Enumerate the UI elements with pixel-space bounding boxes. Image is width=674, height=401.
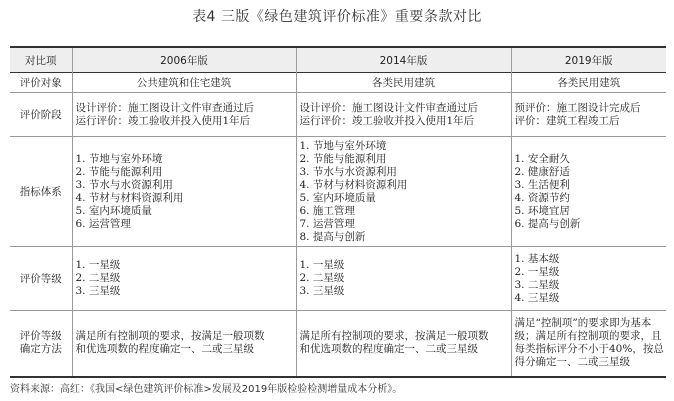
list-item: 5. 室内环境质量 <box>75 204 152 217</box>
row-label <box>10 311 72 377</box>
cell-2019 <box>511 311 666 377</box>
list-item: 5. 室内环境质量 <box>299 191 376 204</box>
list-item: 3. 二星级 <box>514 278 560 291</box>
list-item: 2. 节能与能源利用 <box>75 165 163 178</box>
list-item: 1. 安全耐久 <box>514 152 570 165</box>
header-compare-item: 对比项 <box>10 47 72 73</box>
cell-line: 和优选项数的程度确定一、二或三星级 <box>75 343 254 356</box>
list-item: 8. 提高与创新 <box>299 230 366 243</box>
row-label: 评价阶段 <box>19 109 62 121</box>
cell-2014: 各类民用建筑 <box>296 73 511 93</box>
cell-line: 级；满足所有控制项的要求，且 <box>514 330 662 343</box>
list-item: 3. 三星级 <box>299 285 345 297</box>
header-2019: 2019年版 <box>511 47 666 73</box>
list-item: 6. 施工管理 <box>299 204 355 217</box>
source-note: 资料来源：高红：《我国<绿色建筑评价标准>发展及2019年版检验检测增量成本分析》。 <box>10 384 403 395</box>
list-item: 4. 节材与材料资源利用 <box>299 178 408 191</box>
row-label: 评价等级 <box>19 273 62 285</box>
list-item: 2. 节能与能源利用 <box>299 152 387 165</box>
list-item: 1. 节地与室外环境 <box>75 152 163 165</box>
comparison-table <box>10 46 666 378</box>
list-item: 3. 生活便利 <box>514 178 570 191</box>
list-item: 1. 节地与室外环境 <box>299 139 387 152</box>
list-item: 6. 提高与创新 <box>514 217 581 230</box>
list-item: 3. 三星级 <box>75 285 121 297</box>
row-label: 指标体系 <box>19 186 62 198</box>
cell-2014 <box>296 311 511 377</box>
cell-2019: 各类民用建筑 <box>511 73 666 93</box>
cell-line: 运行评价：竣工验收并投入使用1年后 <box>299 114 475 127</box>
row-grade-method <box>10 311 666 377</box>
cell-line: 每类指标评分不小于40%，按总 <box>514 343 664 356</box>
cell-2006 <box>72 93 296 137</box>
list-item: 5. 环境宜居 <box>514 204 570 217</box>
cell-line: 设计评价：施工图设计文件审查通过后 <box>75 101 254 114</box>
cell-line: 得分确定一、二或三星级 <box>514 356 630 369</box>
cell-line: 满足“控制项”的要求即为基本 <box>514 317 652 330</box>
cell-2014 <box>296 137 511 247</box>
list-item: 6. 运营管理 <box>75 217 131 230</box>
row-label-line: 确定方法 <box>19 343 62 356</box>
list-item: 4. 节材与材料资源利用 <box>75 191 184 204</box>
list-item: 1. 一星级 <box>75 259 121 271</box>
cell-line: 运行评价：竣工验收并投入使用1年后 <box>75 114 251 127</box>
header-2014: 2014年版 <box>296 47 511 73</box>
cell-line: 设计评价：施工图设计文件审查通过后 <box>299 101 478 114</box>
list-item: 2. 二星级 <box>299 272 345 284</box>
row-evaluation-stage <box>10 93 666 137</box>
cell-2019 <box>511 137 666 247</box>
list-item: 7. 运营管理 <box>299 217 355 230</box>
cell-2006 <box>72 137 296 247</box>
list-item: 1. 基本级 <box>514 252 560 265</box>
list-item: 2. 一星级 <box>514 265 560 278</box>
list-item: 3. 节水与水资源利用 <box>75 178 173 191</box>
list-item: 4. 资源节约 <box>514 191 570 204</box>
row-label: 评价对象 <box>19 77 62 89</box>
row-label-line: 评价等级 <box>19 330 62 343</box>
list-item: 3. 节水与水资源利用 <box>299 165 397 178</box>
table-title: 表4 三版《绿色建筑评价标准》重要条款对比 <box>192 9 482 25</box>
cell-line: 评价：建筑工程竣工后 <box>514 114 620 127</box>
list-item: 4. 三星级 <box>514 291 560 304</box>
cell-line: 预评价：施工图设计完成后 <box>514 101 641 114</box>
list-item: 2. 健康舒适 <box>514 165 570 178</box>
row-evaluation-grade <box>10 247 666 311</box>
cell-2006 <box>72 247 296 311</box>
cell-2014 <box>296 93 511 137</box>
list-item: 1. 一星级 <box>299 259 345 271</box>
cell-2019 <box>511 93 666 137</box>
cell-2006 <box>72 311 296 377</box>
header-2006: 2006年版 <box>72 47 296 73</box>
header-row <box>10 47 666 73</box>
cell-2014 <box>296 247 511 311</box>
list-item: 2. 二星级 <box>75 272 121 284</box>
row-evaluation-object <box>10 73 666 93</box>
cell-2006: 公共建筑和住宅建筑 <box>72 73 296 93</box>
row-indicator-system <box>10 137 666 247</box>
cell-line: 满足所有控制项的要求，按满足一般项数 <box>299 330 489 343</box>
cell-line: 和优选项数的程度确定一、二或三星级 <box>299 343 478 356</box>
cell-2019 <box>511 247 666 311</box>
cell-line: 满足所有控制项的要求，按满足一般项数 <box>75 330 265 343</box>
